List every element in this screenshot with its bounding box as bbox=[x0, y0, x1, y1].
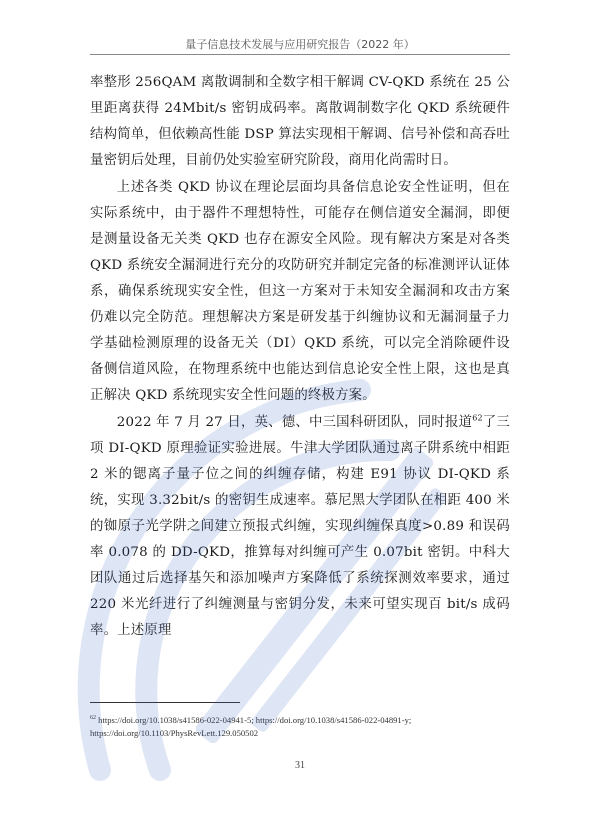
header-divider bbox=[90, 54, 510, 55]
paragraph-2: 上述各类 QKD 协议在理论层面均具备信息论安全性证明，但在实际系统中，由于器件不理想特性，可能存在侧信道安全漏洞，即便是测量设备无关类 QKD 也存在源安全风险。现有解决方案是对各类 QKD 系统安全漏洞进行充分的攻防研究并制定完备的标准测评认证体系，确保系统现实安全性，但这一方案对于未知安全漏洞和攻击方案仍难以完全防范。理想解决方案是研发基于纠缠协议和无漏洞量子力学基础检测原理的设备无关（DI）QKD 系统，可以完全消除硬件设备侧信道风险，在物理系统中也能达到信息论安全性上限，这也是真正解决 QKD 系统现实安全性问题的终极方案。 bbox=[90, 180, 510, 403]
footnote bbox=[90, 712, 510, 740]
paragraph-3 bbox=[90, 410, 510, 644]
running-header: 量子信息技术发展与应用研究报告（2022 年） bbox=[185, 38, 415, 51]
paragraph-3-part-1: 2022 年 7 月 27 日，英、德、中三国科研团队，同时报道 bbox=[116, 415, 473, 430]
paragraph-3-part-2: 了三项 DI-QKD 原理验证实验进展。牛津大学团队通过离子阱系统中相距 2 米的锶离子量子位之间的纠缠存储，构建 E91 协议 DI-QKD 系统，实现 3.32bit/s 的密钥生成速率。慕尼黑大学团队在相距 400 米的铷原子光学阱之间建立预报式纠缠，实现纠缠保真度>0.89 和误码率 0.078 的 DD-QKD，推算每对纠缠可产生 0.07bit 密钥。中科大团队通过后选择基矢和添加噪声方案降低了系统探测效率要求，通过 220 米光纤进行了纠缠测量与密钥分发，未来可望实现百 bit/s 成码率。上述原理 bbox=[90, 415, 510, 638]
footnote-divider bbox=[90, 702, 240, 703]
footnote-text: https://doi.org/10.1038/s41586-022-04941-5; https://doi.org/10.1038/s41586-022-04891-y; https://doi.org/10.1103/PhysRevLett.129.050502 bbox=[90, 714, 412, 738]
footnote-number: 62 bbox=[90, 715, 96, 721]
footnote-reference[interactable]: 62 bbox=[472, 413, 483, 423]
body-text bbox=[90, 70, 510, 645]
paragraph-1: 率整形 256QAM 离散调制和全数字相干解调 CV-QKD 系统在 25 公里距离获得 24Mbit/s 密钥成码率。离散调制数字化 QKD 系统硬件结构简单，但依赖高性能 DSP 算法实现相干解调、信号补偿和高吞吐量密钥后处理，目前仍处实验室研究阶段，商用化尚需时日。 bbox=[90, 75, 510, 168]
page-number: 31 bbox=[295, 760, 305, 771]
